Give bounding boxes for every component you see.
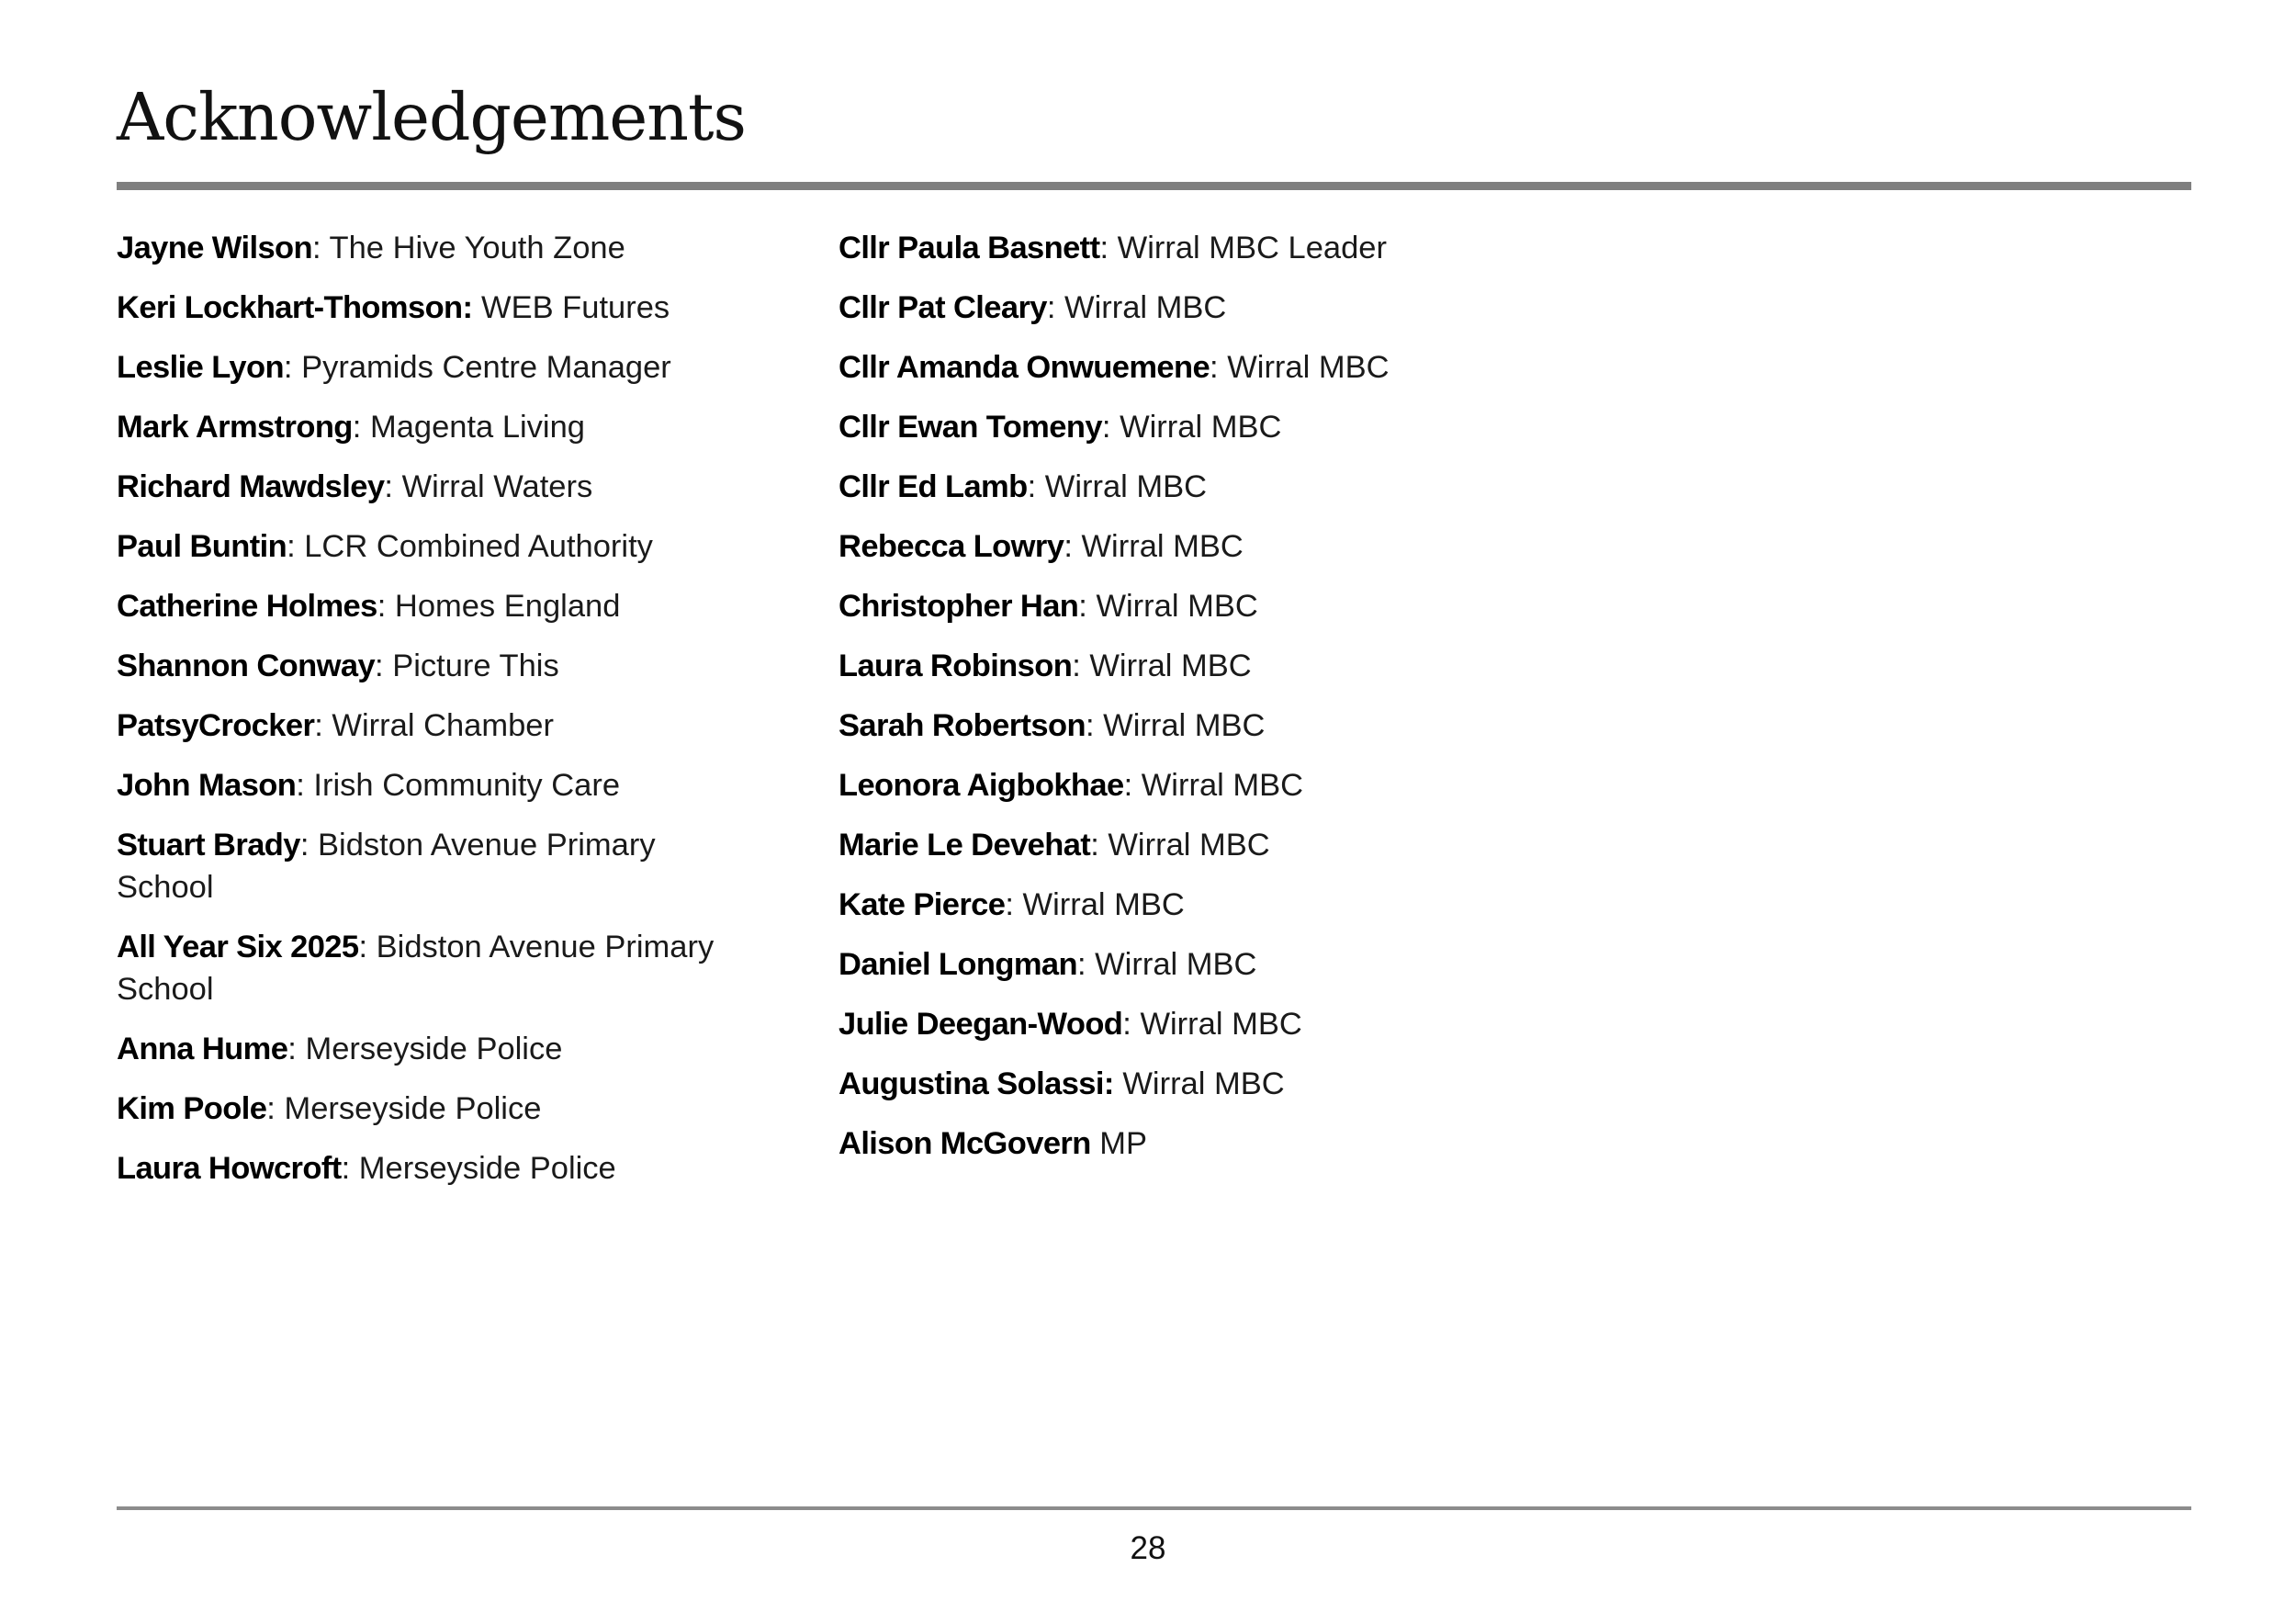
person-affiliation: : Wirral MBC [1101,410,1282,445]
person-affiliation: : Irish Community Care [296,768,621,803]
acknowledgement-entry [117,645,760,687]
acknowledgement-entry [838,227,1757,269]
person-name: Julie Deegan-Wood [838,1007,1123,1042]
person-affiliation: : Bidston Avenue Primary School [117,930,715,1007]
person-affiliation: Wirral MBC [1113,1066,1285,1101]
acknowledgement-entry [838,346,1757,389]
person-name: Cllr Ed Lamb [838,469,1028,504]
acknowledgement-entry [117,764,760,806]
acknowledgement-entry [117,287,760,329]
person-name: Cllr Paula Basnett [838,231,1100,265]
person-name: Leonora Aigbokhae [838,768,1124,803]
acknowledgements-left-column [117,227,760,1207]
person-name: John Mason [117,768,297,803]
person-affiliation: : Wirral MBC Leader [1099,231,1387,265]
person-name: Stuart Brady [117,828,300,863]
acknowledgement-entry [838,585,1757,627]
person-affiliation: : Pyramids Centre Manager [283,350,671,385]
acknowledgement-entry [838,943,1757,986]
person-affiliation: : Wirral MBC [1046,290,1227,325]
person-affiliation: : Wirral Waters [384,469,593,504]
person-affiliation: : Merseyside Police [266,1091,542,1126]
person-name: Keri Lockhart-Thomson: [117,290,473,325]
person-affiliation: : LCR Combined Authority [287,529,653,564]
footer-divider [117,1506,2191,1510]
person-affiliation: : Wirral MBC [1085,708,1266,743]
person-name: PatsyCrocker [117,708,315,743]
person-name: Rebecca Lowry [838,529,1064,564]
person-affiliation: : Wirral Chamber [314,708,554,743]
acknowledgement-entry [117,525,760,568]
acknowledgement-entry [117,585,760,627]
page-number: 28 [1130,1530,1166,1566]
acknowledgement-entry [838,884,1757,926]
person-affiliation: WEB Futures [472,290,670,325]
title-divider [117,182,2191,190]
person-name: Marie Le Devehat [838,828,1091,863]
person-name: Sarah Robertson [838,708,1086,743]
person-name: Jayne Wilson [117,231,312,265]
person-affiliation: : Wirral MBC [1064,529,1244,564]
acknowledgement-entry [838,287,1757,329]
person-name: Catherine Holmes [117,589,377,624]
person-name: Paul Buntin [117,529,287,564]
acknowledgement-entry [117,1147,760,1190]
person-affiliation: : Wirral MBC [1076,947,1257,982]
person-affiliation: : Wirral MBC [1005,887,1185,922]
acknowledgement-entry [838,1122,1757,1165]
person-name: Anna Hume [117,1032,288,1066]
acknowledgement-entry [117,227,760,269]
acknowledgement-entry [838,1003,1757,1045]
person-name: Daniel Longman [838,947,1077,982]
person-affiliation: MP [1090,1126,1148,1161]
person-affiliation: : Merseyside Police [287,1032,563,1066]
person-affiliation: : Wirral MBC [1072,648,1252,683]
acknowledgements-right-column [838,227,1757,1182]
person-name: Christopher Han [838,589,1079,624]
person-affiliation: : Wirral MBC [1123,768,1304,803]
person-affiliation: : Wirral MBC [1027,469,1208,504]
acknowledgement-entry [838,645,1757,687]
person-affiliation: : Merseyside Police [341,1151,616,1186]
person-affiliation: : Wirral MBC [1210,350,1390,385]
acknowledgement-entry [838,824,1757,866]
acknowledgement-entry [117,466,760,508]
acknowledgement-entry [838,525,1757,568]
person-name: Cllr Pat Cleary [838,290,1047,325]
person-name: Cllr Ewan Tomeny [838,410,1102,445]
acknowledgement-entry [117,406,760,448]
acknowledgement-entry [838,406,1757,448]
person-affiliation: : Wirral MBC [1078,589,1258,624]
person-affiliation: : Magenta Living [352,410,585,445]
person-name: Kim Poole [117,1091,267,1126]
acknowledgement-entry [117,926,760,1010]
person-name: Augustina Solassi: [838,1066,1114,1101]
person-name: Mark Armstrong [117,410,353,445]
acknowledgement-entry [117,824,760,908]
acknowledgement-entry [117,705,760,747]
acknowledgement-entry [838,705,1757,747]
person-name: Laura Robinson [838,648,1073,683]
acknowledgement-entry [117,346,760,389]
person-affiliation: : Wirral MBC [1122,1007,1302,1042]
page-title: Acknowledgements [117,79,746,155]
person-name: All Year Six 2025 [117,930,359,964]
person-affiliation: : Homes England [377,589,621,624]
person-name: Shannon Conway [117,648,376,683]
person-affiliation: : The Hive Youth Zone [311,231,625,265]
person-affiliation: : Wirral MBC [1090,828,1270,863]
person-affiliation: : Bidston Avenue Primary School [117,828,656,905]
person-name: Alison McGovern [838,1126,1091,1161]
acknowledgement-entry [838,764,1757,806]
person-name: Leslie Lyon [117,350,284,385]
person-name: Richard Mawdsley [117,469,385,504]
person-affiliation: : Picture This [375,648,559,683]
person-name: Cllr Amanda Onwuemene [838,350,1210,385]
person-name: Laura Howcroft [117,1151,342,1186]
acknowledgement-entry [838,466,1757,508]
acknowledgement-entry [117,1088,760,1130]
acknowledgement-entry [838,1063,1757,1105]
acknowledgement-entry [117,1028,760,1070]
person-name: Kate Pierce [838,887,1006,922]
